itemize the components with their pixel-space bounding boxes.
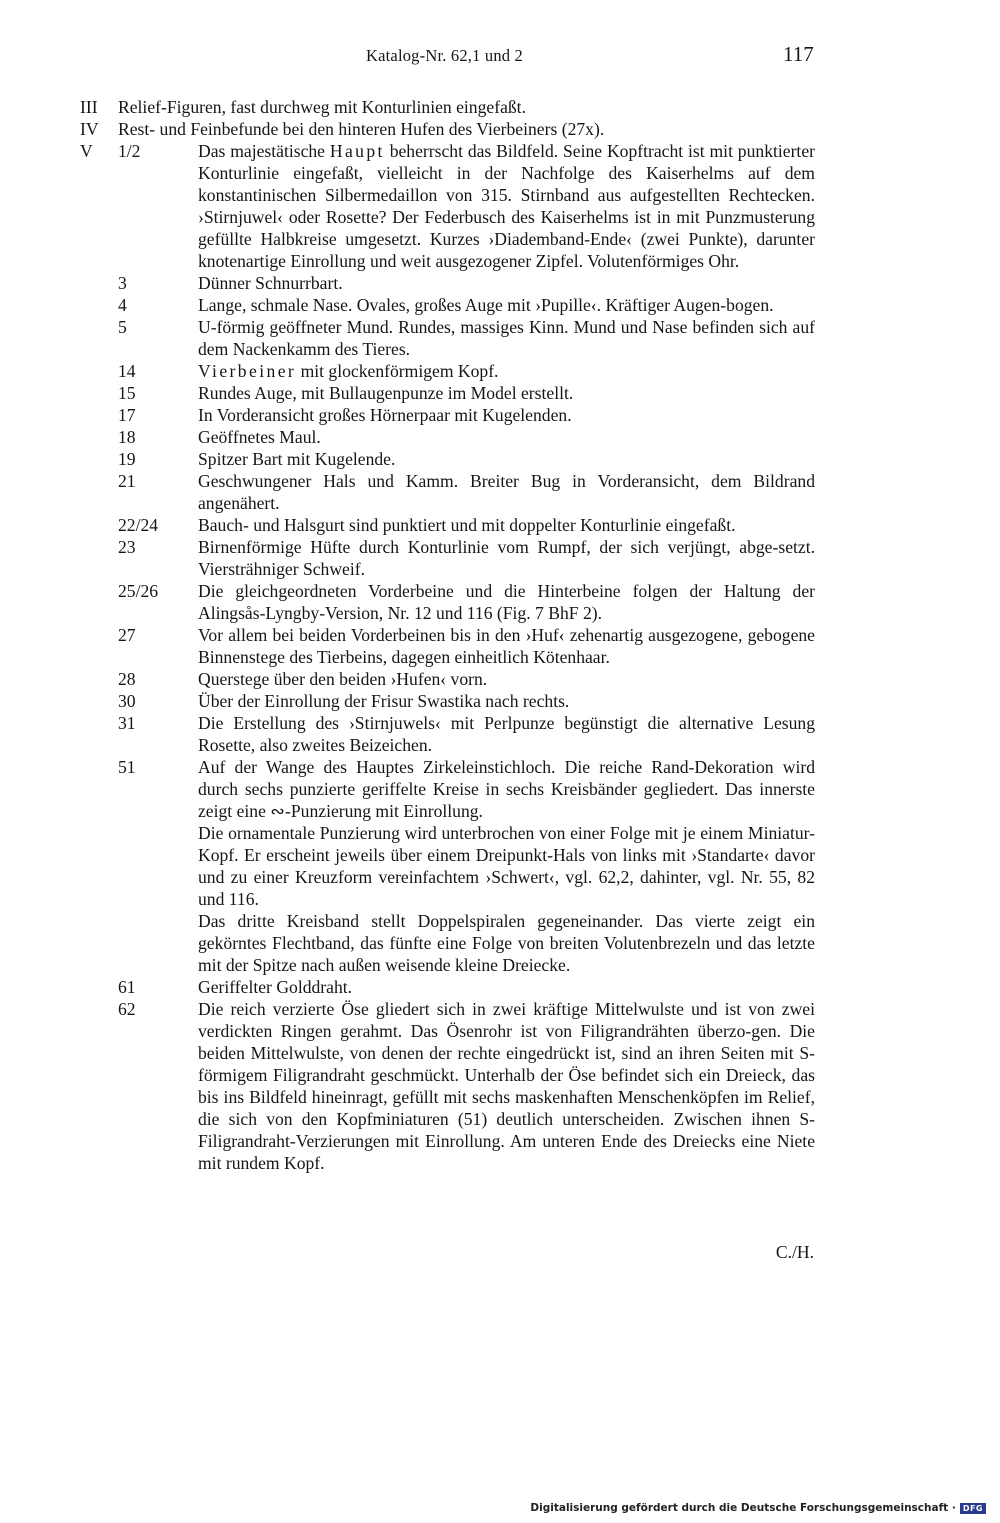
footer-credit	[530, 1502, 986, 1514]
entry-number: 15	[118, 383, 136, 403]
entry-number: 4	[118, 295, 127, 315]
catalog-entry	[118, 756, 815, 976]
entry-number: 17	[118, 405, 136, 425]
entry-paragraph: Vierbeiner mit glockenförmigem Kopf.	[198, 361, 499, 381]
entry-text	[198, 426, 815, 448]
catalog-entry	[118, 712, 815, 756]
entry-text	[198, 712, 815, 756]
running-header	[0, 42, 1000, 68]
entry-paragraph: Die Erstellung des ›Stirnjuwels‹ mit Perlpunze begünstigt die alternative Lesung Rosette, also zweites Beizeichen.	[198, 713, 815, 755]
entry-paragraph: Vor allem bei beiden Vorderbeinen bis in den ›Huf‹ zehenartig ausgezogene, gebogene Binnenstege des Tierbeins, dagegen einheitlich Kötenhaar.	[198, 625, 815, 667]
entry-paragraph: Geschwungener Hals und Kamm. Breiter Bug in Vorderansicht, dem Bildrand angenähert.	[198, 471, 815, 513]
entry-text	[198, 756, 815, 976]
catalog-entry	[118, 668, 815, 690]
entry-paragraph: Das majestätische Haupt beherrscht das Bildfeld. Seine Kopftracht ist mit punktierter Konturlinie eingefaßt, vielleicht in der Nachfolge des Kaiserhelms auf dem konstantinischen Silbermedaillon von 315. Stirnband aus aufgestellten Rechtecken. ›Stirnjuwel‹ oder Rosette? Der Federbusch des Kaiserhelms ist in mit Punzmusterung gefüllte Halbkreise umgesetzt. Kurzes ›Diademband-Ende‹ (zwei Punkte), darunter knotenartige Einrollung und weit ausgezogener Zipfel. Volutenförmiges Ohr.	[198, 141, 815, 271]
entry-paragraph: Geriffelter Golddraht.	[198, 977, 353, 997]
entry-number: 62	[118, 999, 136, 1019]
footer-text: Digitalisierung gefördert durch die Deutsche Forschungsgemeinschaft ·	[530, 1502, 956, 1514]
entry-number: 22/24	[118, 515, 159, 535]
entry-text	[198, 690, 815, 712]
entry-paragraph: Birnenförmige Hüfte durch Konturlinie vom Rumpf, der sich verjüngt, abge-setzt. Viersträhniger Schweif.	[198, 537, 815, 579]
catalog-entry	[118, 976, 815, 998]
entry-paragraph: Das dritte Kreisband stellt Doppelspiralen gegeneinander. Das vierte zeigt ein gekörntes Flechtband, das fünfte eine Folge von breiten Volutenbrezeln und das letzte mit der Spitze nach außen weisende kleine Dreiecke.	[198, 911, 815, 975]
entry-number: 31	[118, 713, 136, 733]
entry-text	[198, 404, 815, 426]
catalog-body	[80, 96, 815, 1174]
section-v	[80, 140, 815, 1174]
entry-number: 23	[118, 537, 136, 557]
catalog-entry	[118, 382, 815, 404]
roman-label: IV	[80, 119, 99, 139]
entry-number: 25/26	[118, 581, 159, 601]
entry-number: 61	[118, 977, 136, 997]
entry-paragraph: Auf der Wange des Hauptes Zirkeleinstichloch. Die reiche Rand-Dekoration wird durch sechs punzierte geriffelte Kreise in sechs Kreisbänder gegliedert. Das innerste zeigt eine ∾-Punzierung mit Einrollung.	[198, 757, 815, 821]
entry-list	[118, 140, 815, 1174]
entry-text	[198, 448, 815, 470]
entry-paragraph: In Vorderansicht großes Hörnerpaar mit Kugelenden.	[198, 405, 572, 425]
entry-paragraph: Bauch- und Halsgurt sind punktiert und mit doppelter Konturlinie eingefaßt.	[198, 515, 736, 535]
catalog-entry	[118, 140, 815, 272]
entry-paragraph: Lange, schmale Nase. Ovales, großes Auge mit ›Pupille‹. Kräftiger Augen-bogen.	[198, 295, 774, 315]
catalog-entry	[118, 448, 815, 470]
author-signature: C./H.	[775, 1242, 814, 1262]
roman-item-iv	[80, 118, 815, 140]
entry-paragraph: U-förmig geöffneter Mund. Rundes, massiges Kinn. Mund und Nase befinden sich auf dem Nackenkamm des Tieres.	[198, 317, 815, 359]
entry-text	[198, 382, 815, 404]
entry-paragraph: Dünner Schnurrbart.	[198, 273, 343, 293]
catalog-entry	[118, 580, 815, 624]
entry-number: 18	[118, 427, 136, 447]
entry-text	[198, 624, 815, 668]
roman-label: V	[80, 141, 93, 161]
catalog-entry	[118, 316, 815, 360]
entry-paragraph: Querstege über den beiden ›Hufen‹ vorn.	[198, 669, 488, 689]
catalog-entry	[118, 404, 815, 426]
entry-text	[198, 668, 815, 690]
entry-paragraph: Geöffnetes Maul.	[198, 427, 321, 447]
entry-paragraph: Über der Einrollung der Frisur Swastika nach rechts.	[198, 691, 570, 711]
catalog-entry	[118, 624, 815, 668]
entry-text	[198, 536, 815, 580]
entry-number: 1/2	[118, 141, 141, 161]
entry-paragraph: Die reich verzierte Öse gliedert sich in zwei kräftige Mittelwulste und ist von zwei verdickten Ringen gerahmt. Das Ösenrohr ist von Filigrandrähten überzo-gen. Die beiden Mittelwulste, von denen der rechte eingedrückt ist, sind an ihren Seiten mit S-förmigem Filigrandraht geschmückt. Unterhalb der Öse befindet sich ein Dreieck, das bis ins Bildfeld hineinragt, gefüllt mit sechs maskenhaften Menschenköpfen im Relief, die sich von den Kopfminiaturen (51) deutlich unterscheiden. Zwischen ihnen S-Filigrandraht-Verzierungen mit Einrollung. Am unteren Ende des Dreiecks eine Niete mit rundem Kopf.	[198, 999, 815, 1173]
entry-paragraph: Die ornamentale Punzierung wird unterbrochen von einer Folge mit je einem Miniatur-Kopf. Er erscheint jeweils über einem Dreipunkt-Hals von links mit ›Standarte‹ davor und zu einer Kreuzform vereinfachtem ›Schwert‹, vgl. 62,2, dahinter, vgl. Nr. 55, 82 und 116.	[198, 823, 815, 909]
entry-number: 28	[118, 669, 136, 689]
entry-text	[198, 360, 815, 382]
entry-text	[198, 294, 815, 316]
catalog-entry	[118, 690, 815, 712]
entry-text	[198, 470, 815, 514]
entry-number: 3	[118, 273, 127, 293]
catalog-entry	[118, 514, 815, 536]
page-number: 117	[783, 42, 814, 66]
catalog-entry	[118, 536, 815, 580]
roman-text: Relief-Figuren, fast durchweg mit Konturlinien eingefaßt.	[118, 97, 526, 117]
catalog-entry	[118, 426, 815, 448]
entry-number: 5	[118, 317, 127, 337]
entry-number: 21	[118, 471, 136, 491]
entry-text	[198, 272, 815, 294]
roman-text: Rest- und Feinbefunde bei den hinteren Hufen des Vierbeiners (27x).	[118, 119, 605, 139]
entry-text	[198, 316, 815, 360]
catalog-entry	[118, 470, 815, 514]
roman-item-iii	[80, 96, 815, 118]
entry-paragraph: Rundes Auge, mit Bullaugenpunze im Model erstellt.	[198, 383, 574, 403]
entry-number: 19	[118, 449, 136, 469]
catalog-entry	[118, 360, 815, 382]
entry-text	[198, 140, 815, 272]
entry-number: 51	[118, 757, 136, 777]
entry-text	[198, 976, 815, 998]
entry-number: 27	[118, 625, 136, 645]
entry-paragraph: Spitzer Bart mit Kugelende.	[198, 449, 396, 469]
catalog-entry	[118, 272, 815, 294]
dfg-logo-icon: DFG	[960, 1503, 986, 1514]
entry-text	[198, 580, 815, 624]
entry-number: 30	[118, 691, 136, 711]
catalog-entry	[118, 998, 815, 1174]
running-title: Katalog-Nr. 62,1 und 2	[366, 46, 524, 65]
catalog-entry	[118, 294, 815, 316]
entry-number: 14	[118, 361, 136, 381]
roman-label: III	[80, 97, 98, 117]
entry-text	[198, 998, 815, 1174]
entry-text	[198, 514, 815, 536]
entry-paragraph: Die gleichgeordneten Vorderbeine und die Hinterbeine folgen der Haltung der Alingsås-Lyngby-Version, Nr. 12 und 116 (Fig. 7 BhF 2).	[198, 581, 815, 623]
